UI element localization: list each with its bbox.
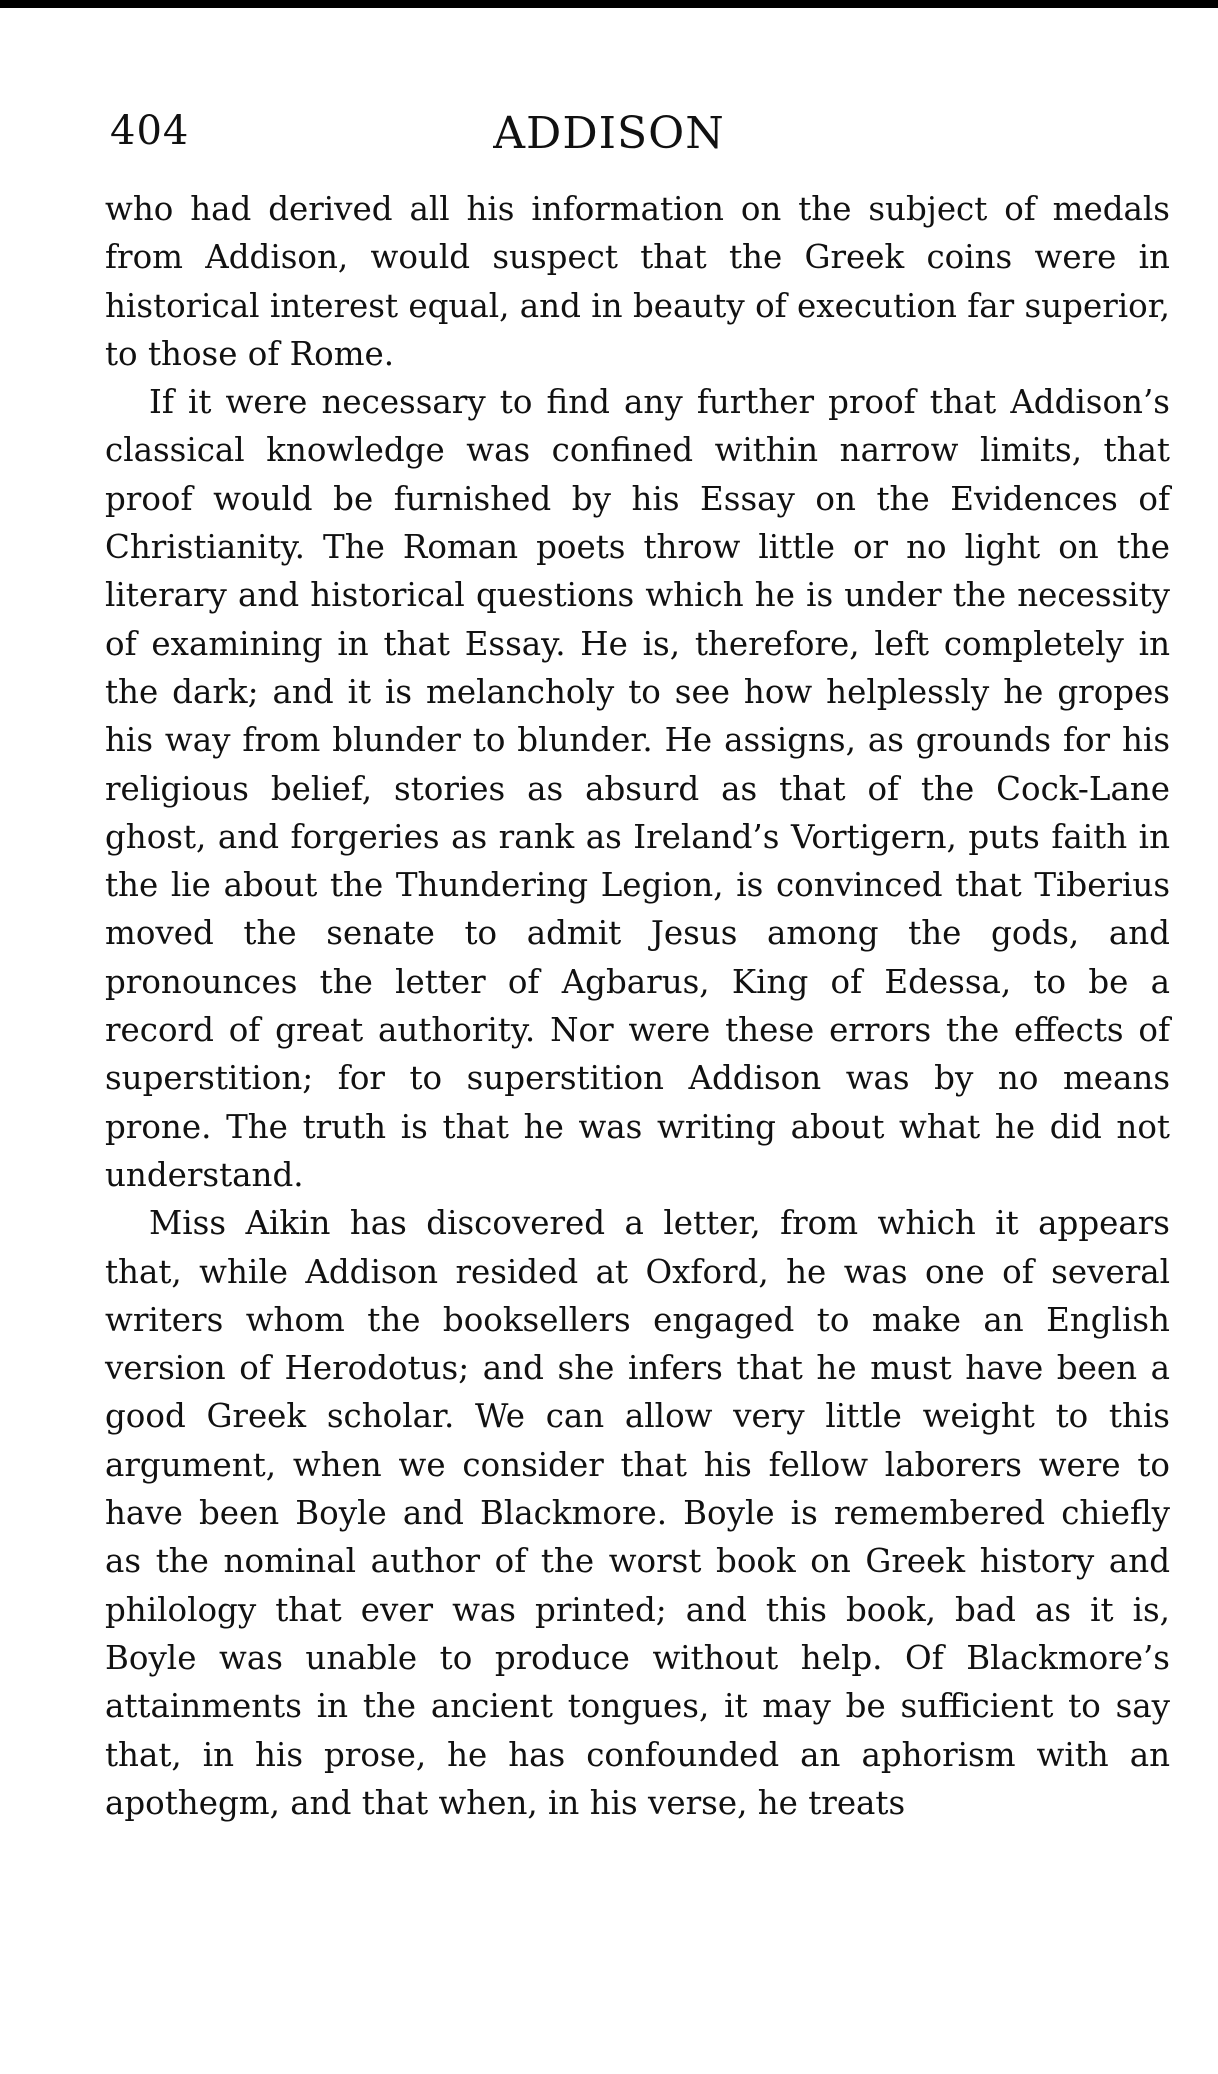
top-border-rule [0,0,1218,8]
text-column [105,185,1170,1827]
running-head: ADDISON [493,108,725,159]
page-number: 404 [110,108,190,154]
paragraph-1: who had derived all his information on the subject of medals from Addison, would suspect that the Greek coins were in historical interest equal, and in beauty of execution far superior, to those of Rome. [105,190,1170,373]
paragraph-3: Miss Aikin has discovered a letter, from which it appears that, while Addison resided at Oxford, he was one of several writers whom the booksellers engaged to make an English version of Herodotus; and she infers that he must have been a good Greek scholar. We can allow very little weight to this argument, when we consider that his fellow laborers were to have been Boyle and Blackmore. Boyle is remembered chiefly as the nominal author of the worst book on Greek history and philology that ever was printed; and this book, bad as it is, Boyle was unable to produce without help. Of Blackmore’s attainments in the ancient tongues, it may be sufficient to say that, in his prose, he has confounded an aphorism with an apothegm, and that when, in his verse, he treats [105,1204,1170,1822]
page-header [0,108,1218,168]
paragraph-2: If it were necessary to find any further proof that Addison’s classical knowledge was confined within narrow limits, that proof would be furnished by his Essay on the Evidences of Christianity. The Roman poets throw little or no light on the literary and historical questions which he is under the necessity of examining in that Essay. He is, therefore, left completely in the dark; and it is melancholy to see how helplessly he gropes his way from blunder to blunder. He assigns, as grounds for his religious belief, stories as absurd as that of the Cock-Lane ghost, and forgeries as rank as Ireland’s Vortigern, puts faith in the lie about the Thundering Legion, is convinced that Tiberius moved the senate to admit Jesus among the gods, and pronounces the letter of Agbarus, King of Edessa, to be a record of great authority. Nor were these errors the effects of superstition; for to superstition Addison was by no means prone. The truth is that he was writing about what he did not understand. [105,383,1170,1194]
